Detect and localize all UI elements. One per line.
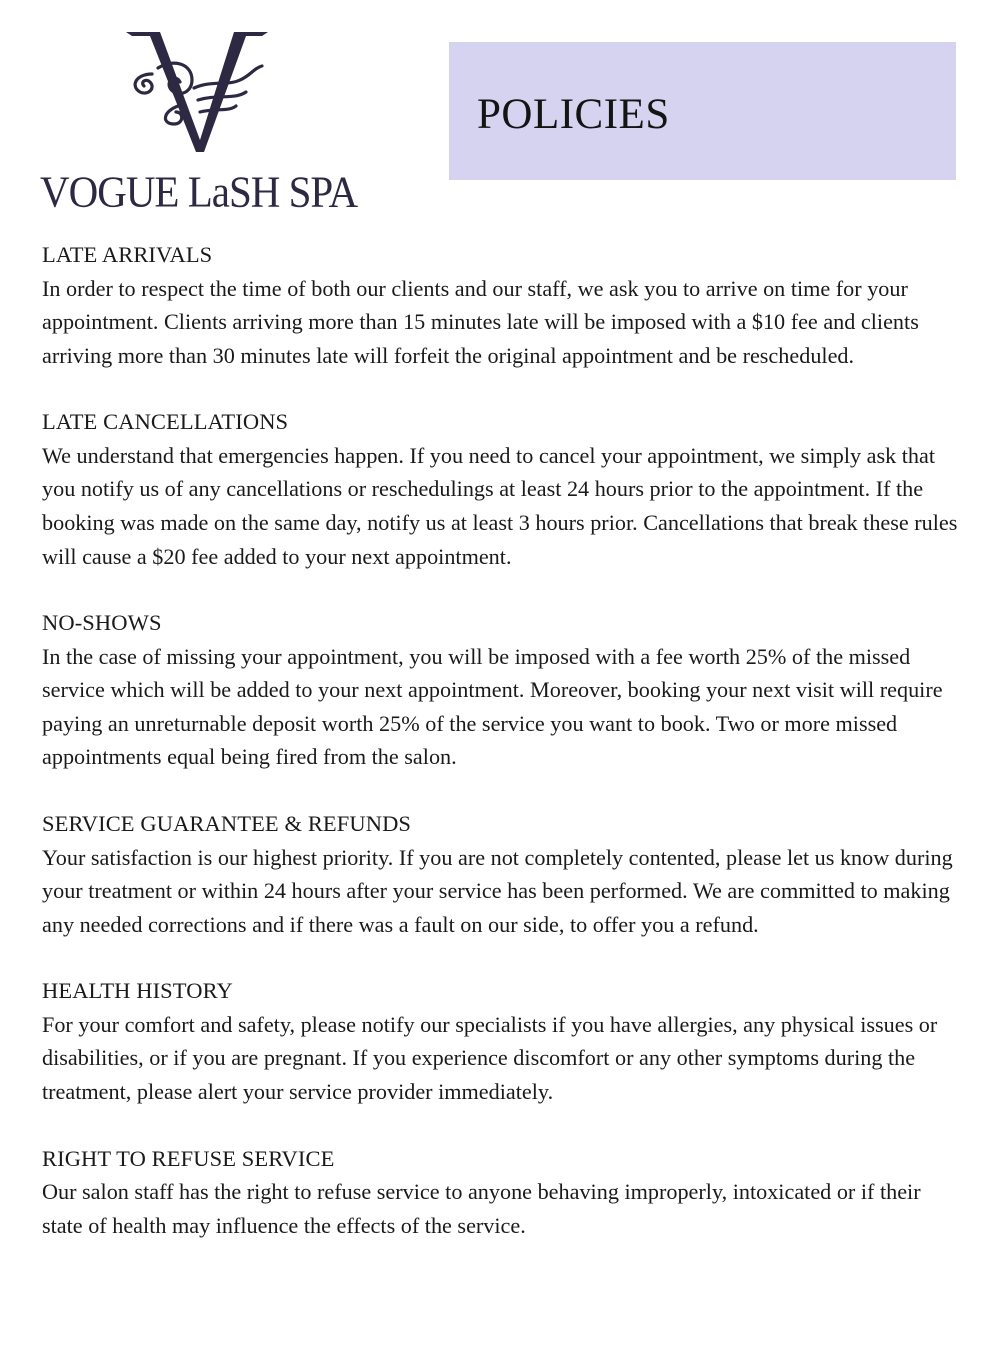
page-title: POLICIES — [477, 90, 670, 138]
section-body: Our salon staff has the right to refuse service to anyone behaving improperly, intoxicated or if their state of health may influence the effects of the service. — [42, 1179, 921, 1238]
section-body: In the case of missing your appointment, you will be imposed with a fee worth 25% of the missed service which will be added to your next appointment. Moreover, booking your next visit will require paying an unreturnable deposit worth 25% of the service you want to book. Two or more missed appointments equal being fired from the salon. — [42, 643, 943, 770]
section-heading: SERVICE GUARANTEE & REFUNDS — [42, 811, 412, 837]
section-body: We understand that emergencies happen. If you need to cancel your appointment, we simply ask that you notify us of any cancellations or reschedulings at least 24 hours prior to the appointment. If the booking was made on the same day, notify us at least 3 hours prior. Cancellations that break these rules will cause a $20 fee added to your next appointment. — [42, 442, 958, 569]
policy-no-shows — [42, 606, 962, 774]
policy-health-history — [42, 974, 962, 1108]
brand-logo — [40, 28, 370, 218]
policy-late-cancellations — [42, 405, 962, 573]
section-heading: LATE CANCELLATIONS — [42, 409, 289, 435]
section-heading: NO-SHOWS — [42, 610, 162, 636]
policy-right-to-refuse — [42, 1142, 962, 1243]
section-body: Your satisfaction is our highest priority. If you are not completely contented, please let us know during your treatment or within 24 hours after your service has been performed. We are committed to making any needed corrections and if there was a fault on our side, to offer you a refund. — [42, 844, 953, 937]
title-banner — [449, 42, 956, 180]
section-body: For your comfort and safety, please notify our specialists if you have allergies, any physical issues or disabilities, or if you are pregnant. If you experience discomfort or any other symptoms during the treatment, please alert your service provider immediately. — [42, 1011, 938, 1104]
brand-name: VOGUE LaSH SPA — [40, 166, 358, 217]
policy-service-guarantee — [42, 807, 962, 941]
section-heading: RIGHT TO REFUSE SERVICE — [42, 1145, 335, 1171]
policy-late-arrivals — [42, 238, 962, 372]
section-body: In order to respect the time of both our clients and our staff, we ask you to arrive on time for your appointment. Clients arriving more than 15 minutes late will be imposed with a $10 fee and clients arriving more than 30 minutes late will forfeit the original appointment and be rescheduled. — [42, 275, 919, 368]
v-swirl-logo-icon — [122, 28, 272, 156]
section-heading: LATE ARRIVALS — [42, 242, 213, 267]
section-heading: HEALTH HISTORY — [42, 978, 233, 1004]
policies-list — [42, 238, 962, 1275]
